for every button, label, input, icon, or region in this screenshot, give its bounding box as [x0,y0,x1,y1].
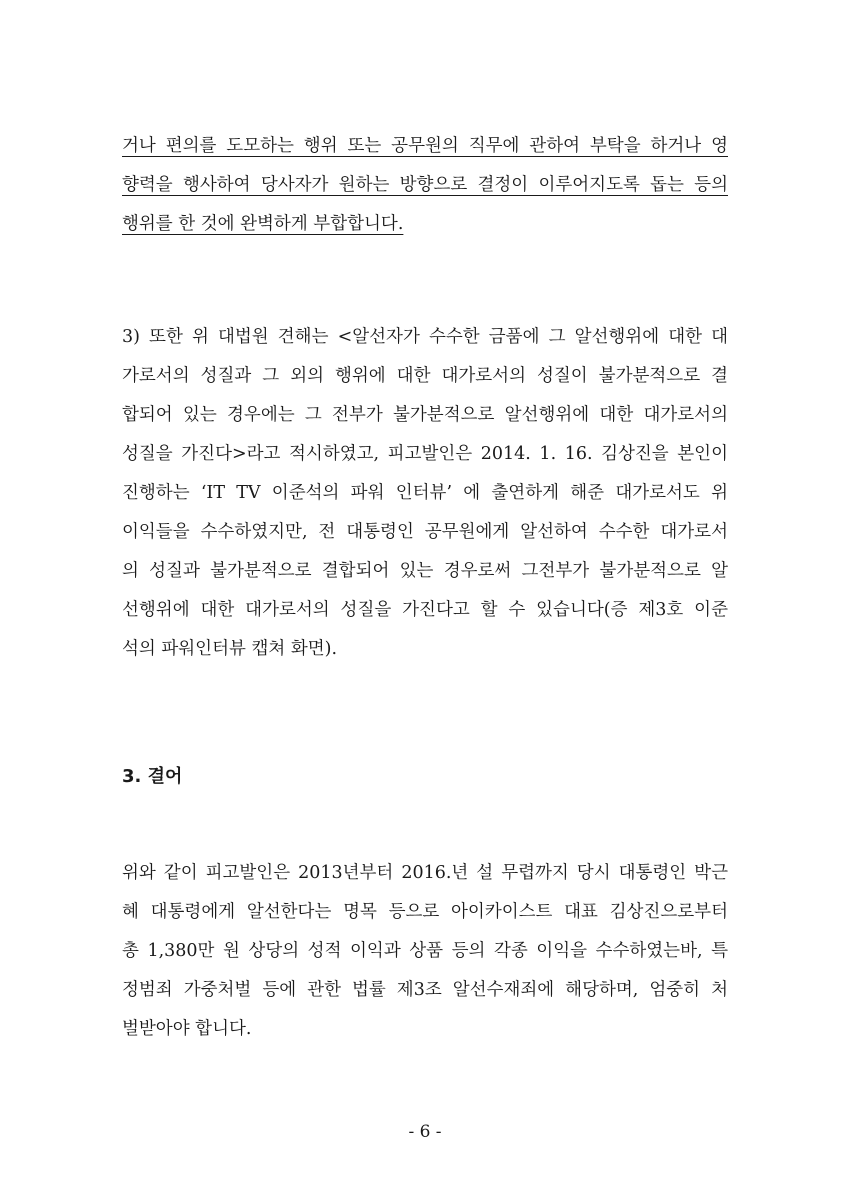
paragraph-line: 향력을 행사하여 당사자가 원하는 방향으로 결정이 이루어지도록 돕는 등의 [122,175,728,195]
paragraph-line: 혜 대통령에게 알선한다는 명목 등으로 아이카이스트 대표 김상진으로부터 [122,902,728,922]
paragraph-line: 위와 같이 피고발인은 2013년부터 2016.년 설 무렵까지 당시 대통령인 박근 [122,863,728,883]
paragraph-line: 3) 또한 위 대법원 견해는 <알선자가 수수한 금품에 그 알선행위에 대한 대 [122,327,728,347]
paragraph-line: 거나 편의를 도모하는 행위 또는 공무원의 직무에 관하여 부탁을 하거나 영 [122,136,728,156]
paragraph-line: 성질을 가진다>라고 적시하였고, 피고발인은 2014. 1. 16. 김상진을 본인이 [122,444,728,464]
paragraph-line: 가로서의 성질과 그 외의 행위에 대한 대가로서의 성질이 불가분적으로 결 [122,366,728,386]
paragraph-line: 선행위에 대한 대가로서의 성질을 가진다고 할 수 있습니다(증 제3호 이준 [122,600,728,620]
paragraph-1 [122,127,728,244]
page-number: - 6 - [408,1122,442,1142]
paragraph-line: 의 성질과 불가분적으로 결합되어 있는 경우로써 그전부가 불가분적으로 알 [122,561,728,581]
paragraph-line: 석의 파워인터뷰 캡쳐 화면). [122,639,338,659]
paragraph-line: 진행하는 ‘IT TV 이준석의 파워 인터뷰’ 에 출연하게 해준 대가로서도 위 [122,483,728,503]
paragraph-line: 이익들을 수수하였지만, 전 대통령인 공무원에게 알선하여 수수한 대가로서 [122,522,728,542]
paragraph-3 [122,854,728,1049]
paragraph-line: 정범죄 가중처벌 등에 관한 법률 제3조 알선수재죄에 해당하며, 엄중히 처 [122,980,728,1000]
paragraph-line: 총 1,380만 원 상당의 성적 이익과 상품 등의 각종 이익을 수수하였는바, 특 [122,941,728,961]
section-heading: 3. 결어 [122,766,183,787]
paragraph-line: 행위를 한 것에 완벽하게 부합합니다. [122,214,404,234]
paragraph-2 [122,318,728,669]
paragraph-line: 벌받아야 합니다. [122,1019,252,1039]
paragraph-line: 합되어 있는 경우에는 그 전부가 불가분적으로 알선행위에 대한 대가로서의 [122,405,728,425]
